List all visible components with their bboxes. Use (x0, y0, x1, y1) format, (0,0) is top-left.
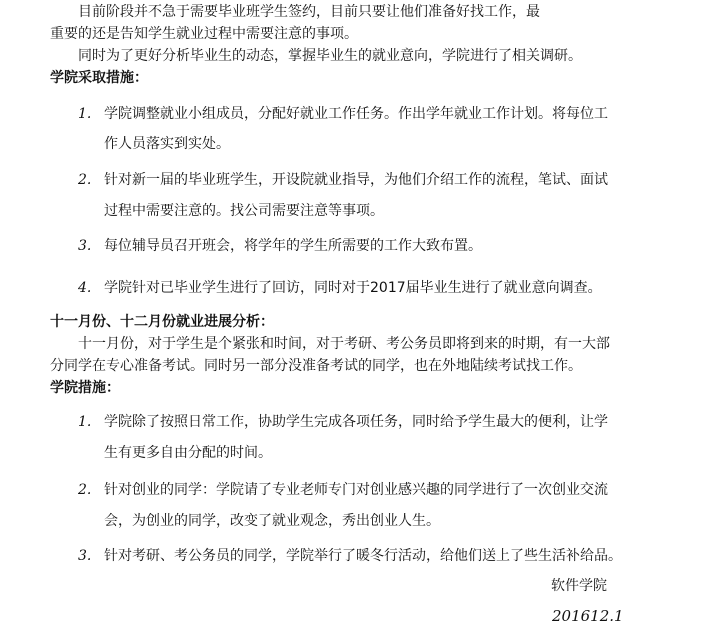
intro-paragraph-1-line-2: 重要的还是告知学生就业过程中需要注意的事项。 (50, 26, 358, 42)
list-item-text: 针对新一届的毕业班学生，开设院就业指导，为他们介绍工作的流程，笔试、面试 (104, 172, 608, 188)
intro-paragraph-2: 同时为了更好分析毕业生的动态，掌握毕业生的就业意向，学院进行了相关调研。 (78, 48, 582, 64)
list-item-number: 4. (78, 280, 92, 296)
list-item-text: 每位辅导员召开班会，将学年的学生所需要的工作大致布置。 (104, 238, 482, 254)
list-item-text-continued: 会，为创业的同学，改变了就业观念，秀出创业人生。 (104, 513, 440, 529)
list-item-number: 2. (78, 172, 92, 188)
list-item-text-continued: 过程中需要注意的。找公司需要注意等事项。 (104, 203, 384, 219)
list-item-number: 1. (78, 106, 92, 122)
list-item-text: 学院调整就业小组成员，分配好就业工作任务。作出学年就业工作计划。将每位工 (104, 106, 608, 122)
list-item-text-continued: 作人员落实到实处。 (104, 136, 230, 152)
section-heading-progress: 十一月份、十二月份就业进展分析： (50, 314, 274, 330)
signature-date: 201612.1 (552, 607, 624, 625)
list-item-number: 2. (78, 482, 92, 498)
list-item-text: 学院除了按照日常工作，协助学生完成各项任务，同时给予学生最大的便利，让学 (104, 414, 608, 430)
signature-organization: 软件学院 (551, 578, 607, 594)
list-item-text-continued: 生有更多自由分配的时间。 (104, 445, 272, 461)
list-item-number: 3. (78, 548, 92, 564)
list-item-text: 针对创业的同学：学院请了专业老师专门对创业感兴趣的同学进行了一次创业交流 (104, 482, 608, 498)
list-item-text: 针对考研、考公务员的同学，学院举行了暖冬行活动，给他们送上了些生活补给品。 (104, 548, 622, 564)
list-item-number: 3. (78, 238, 92, 254)
progress-paragraph-line-2: 分同学在专心准备考试。同时另一部分没准备考试的同学，也在外地陆续考试找工作。 (50, 358, 582, 374)
progress-paragraph-line-1: 十一月份，对于学生是个紧张和时间，对于考研、考公务员即将到来的时期，有一大部 (78, 336, 610, 352)
list-item-text: 学院针对已毕业学生进行了回访，同时对于2017届毕业生进行了就业意向调查。 (104, 280, 602, 296)
list-item-number: 1. (78, 414, 92, 430)
section-heading-college-measures: 学院措施： (50, 380, 120, 396)
section-heading-measures: 学院采取措施： (50, 70, 148, 86)
intro-paragraph-1-line-1: 目前阶段并不急于需要毕业班学生签约，目前只要让他们准备好找工作，最 (78, 4, 540, 20)
